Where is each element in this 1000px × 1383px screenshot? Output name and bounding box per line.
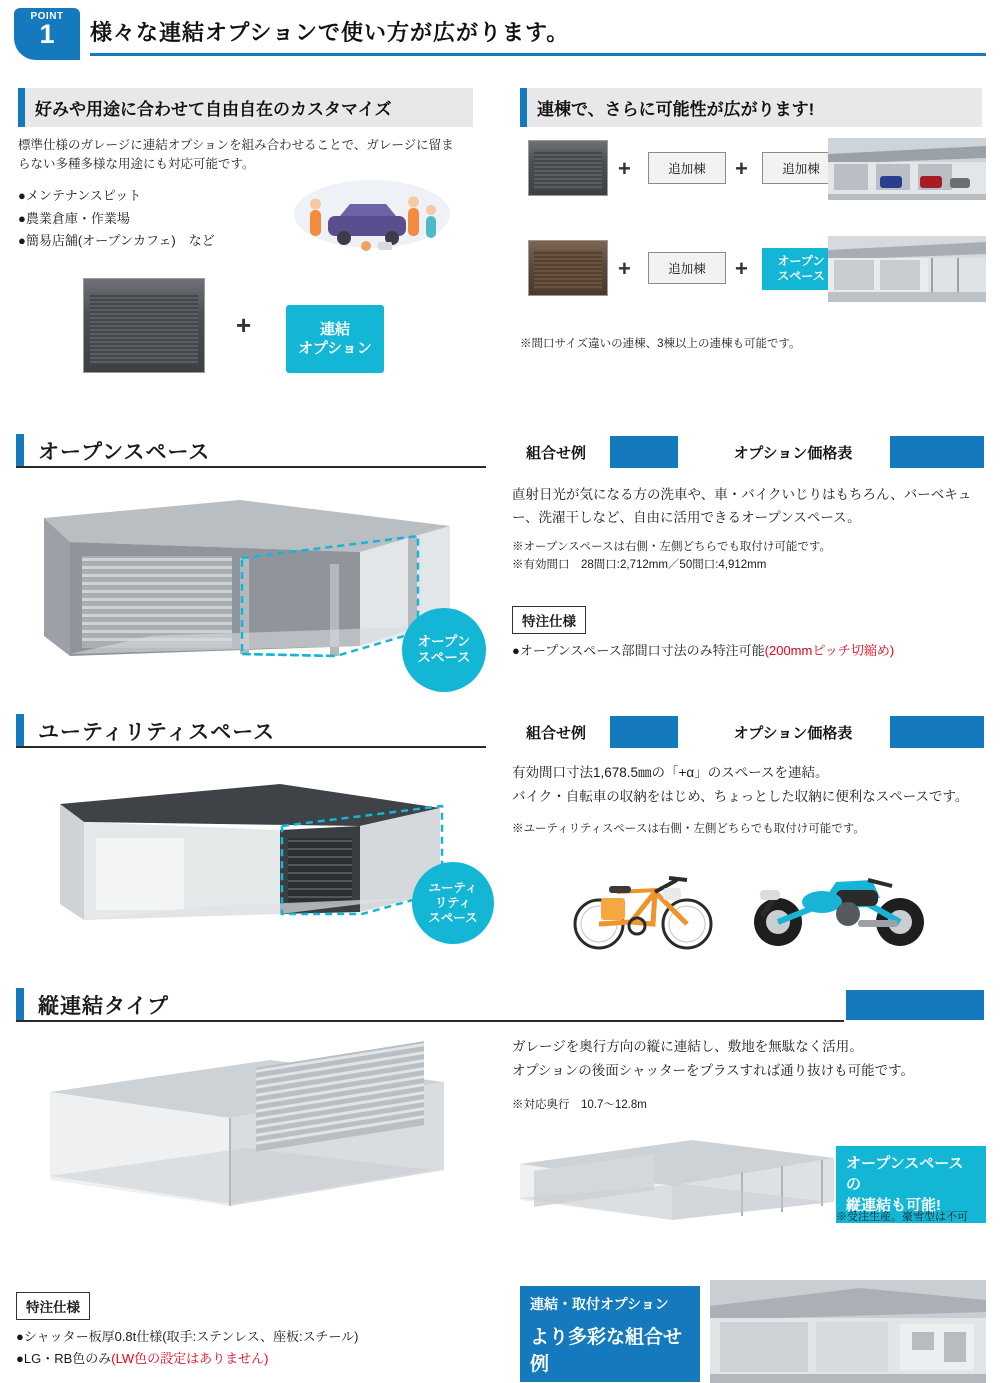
page-title: 様々な連結オプションで使い方が広がります。 <box>90 20 570 45</box>
open-space-note-1: ※オープンスペースは右側・左側どちらでも取付け可能です。 <box>512 541 832 553</box>
footer-banner-line1: 連結・取付オプション <box>530 1296 669 1312</box>
footer-spec-heading-box <box>16 1292 90 1320</box>
plus-sign: + <box>735 156 748 181</box>
utility-bubble-line2: リティ <box>434 895 472 910</box>
open-space-bubble <box>402 608 486 692</box>
multibay-photo-row2 <box>828 236 986 302</box>
multibay-photo-row1 <box>828 138 986 200</box>
plus-sign: + <box>618 156 631 181</box>
additional-unit-label: 追加棟 <box>762 152 840 184</box>
point-label: POINT <box>30 11 64 22</box>
point-number: 1 <box>39 19 55 49</box>
vertical-callout-note: ※受注生産。豪雪型は不可 <box>836 1211 968 1223</box>
utility-space-title: ユーティリティスペース <box>38 721 276 744</box>
customize-body: 標準仕様のガレージに連結オプションを組み合わせることで、ガレージに留まらない多種多様な用途にも対応可能です。 <box>18 138 454 172</box>
footer-spec-heading: 特注仕様 <box>16 1292 90 1320</box>
additional-unit-label: 追加棟 <box>648 152 726 184</box>
vertical-link-illustration <box>40 1030 460 1230</box>
link-option-badge <box>286 305 384 373</box>
link-option-label-2: オプション <box>298 340 372 357</box>
footer-banner-line2: より多彩な組合せ例 <box>530 1327 683 1375</box>
link-option-label-1: 連結 <box>319 320 350 338</box>
utility-price-tag-blue <box>890 716 984 748</box>
bullet-item: ●簡易店舗(オープンカフェ) など <box>18 233 215 249</box>
open-space-bubble-line1: オープン <box>417 633 471 649</box>
vertical-note: ※対応奥行 10.7〜12.8m <box>512 1099 647 1111</box>
point-title-bar <box>90 10 986 56</box>
open-space-bubble-line2: スペース <box>417 650 471 665</box>
garage-thumbnail-dark <box>83 278 205 373</box>
open-space-lead: 直射日光が気になる方の洗車や、車・バイクいじりはもちろん、バーベキュー、洗濯干しなど、自由に活用できるオープンスペース。 <box>512 487 972 525</box>
open-space-price-tag-blue <box>890 436 984 468</box>
multibay-block <box>520 88 982 127</box>
open-space-label-2: スペース <box>777 269 825 283</box>
open-space-label-1: オープン <box>777 254 825 268</box>
open-space-section-bar <box>16 434 486 468</box>
footer-spec-item-2 <box>16 1348 268 1367</box>
footer-banner <box>520 1286 700 1382</box>
additional-unit-label: 追加棟 <box>648 252 726 284</box>
bullet-item: ●農業倉庫・作業場 <box>18 210 130 226</box>
open-space-spec-heading-box <box>512 606 586 634</box>
plus-sign: + <box>735 256 748 281</box>
utility-bubble-line3: スペース <box>428 910 478 925</box>
utility-lead-2: バイク・自転車の収納をはじめ、ちょっとした収納に便利なスペースです。 <box>512 789 969 804</box>
multibay-note: ※間口サイズ違いの連棟、3棟以上の連棟も可能です。 <box>520 338 801 350</box>
motorcycle-illustration <box>740 846 940 952</box>
vertical-section-bar <box>16 988 844 1022</box>
vertical-callout-line2: 縦連結も可能! <box>846 1197 941 1214</box>
vertical-callout-line1: オープンスペースの <box>846 1155 964 1193</box>
utility-space-bubble <box>412 862 494 944</box>
utility-space-section-bar <box>16 714 486 748</box>
utility-combo-tag: 組合せ例 <box>525 724 586 742</box>
utility-note: ※ユーティリティスペースは右側・左側どちらでも取付け可能です。 <box>512 823 865 835</box>
footer-spec-item-2-red: (LW色の設定はありません) <box>111 1351 269 1366</box>
footer-spec-item-1: ●シャッター板厚0.8t仕様(取手:ステンレス、座板:スチール) <box>16 1329 359 1344</box>
utility-lead-1: 有効間口寸法1,678.5㎜の「+α」のスペースを連結。 <box>512 765 829 780</box>
utility-combo-tag-blue <box>610 716 678 748</box>
vertical-lead-1: ガレージを奥行方向の縦に連結し、敷地を無駄なく活用。 <box>512 1039 863 1054</box>
open-space-spec-item-red: (200mmピッチ切縮め) <box>764 643 895 658</box>
utility-price-tag: オプション価格表 <box>733 724 853 742</box>
vertical-open-space-illustration <box>512 1124 842 1236</box>
multibay-heading: 連棟で、さらに可能性が広がります! <box>520 88 982 127</box>
vertical-lead-2: オプションの後面シャッターをプラスすれば通り抜けも可能です。 <box>512 1063 915 1078</box>
vertical-title: 縦連結タイプ <box>38 995 169 1018</box>
open-space-combo-tag-blue <box>610 436 678 468</box>
utility-bubble-line1: ユーティ <box>428 880 478 895</box>
footer-spec-item-2-black: ●LG・RB色のみ <box>16 1351 112 1366</box>
garage-thumbnail-row1 <box>528 140 608 196</box>
open-space-spec-item-text: ●オープンスペース部間口寸法のみ特注可能 <box>512 643 765 658</box>
open-space-combo-tag: 組合せ例 <box>525 444 586 462</box>
open-space-spec-item <box>512 640 894 659</box>
point-header <box>14 8 986 60</box>
open-space-price-tag: オプション価格表 <box>733 444 853 462</box>
bullet-item: ●メンテナンスピット <box>18 187 142 203</box>
footer-garage-photo <box>710 1280 986 1383</box>
vertical-bar-blue <box>846 990 984 1020</box>
open-space-title: オープンスペース <box>38 441 211 464</box>
garage-thumbnail-row2 <box>528 240 608 296</box>
open-space-note-2: ※有効間口 28間口:2,712mm／50間口:4,912mm <box>512 559 767 571</box>
point-badge <box>14 8 80 60</box>
open-space-spec-heading: 特注仕様 <box>512 606 586 634</box>
customize-heading: 好みや用途に合わせて自由自在のカスタマイズ <box>18 88 473 127</box>
workshop-illustration <box>280 172 460 272</box>
plus-sign: + <box>618 256 631 281</box>
bicycle-illustration <box>565 852 725 952</box>
plus-sign: + <box>236 310 252 340</box>
